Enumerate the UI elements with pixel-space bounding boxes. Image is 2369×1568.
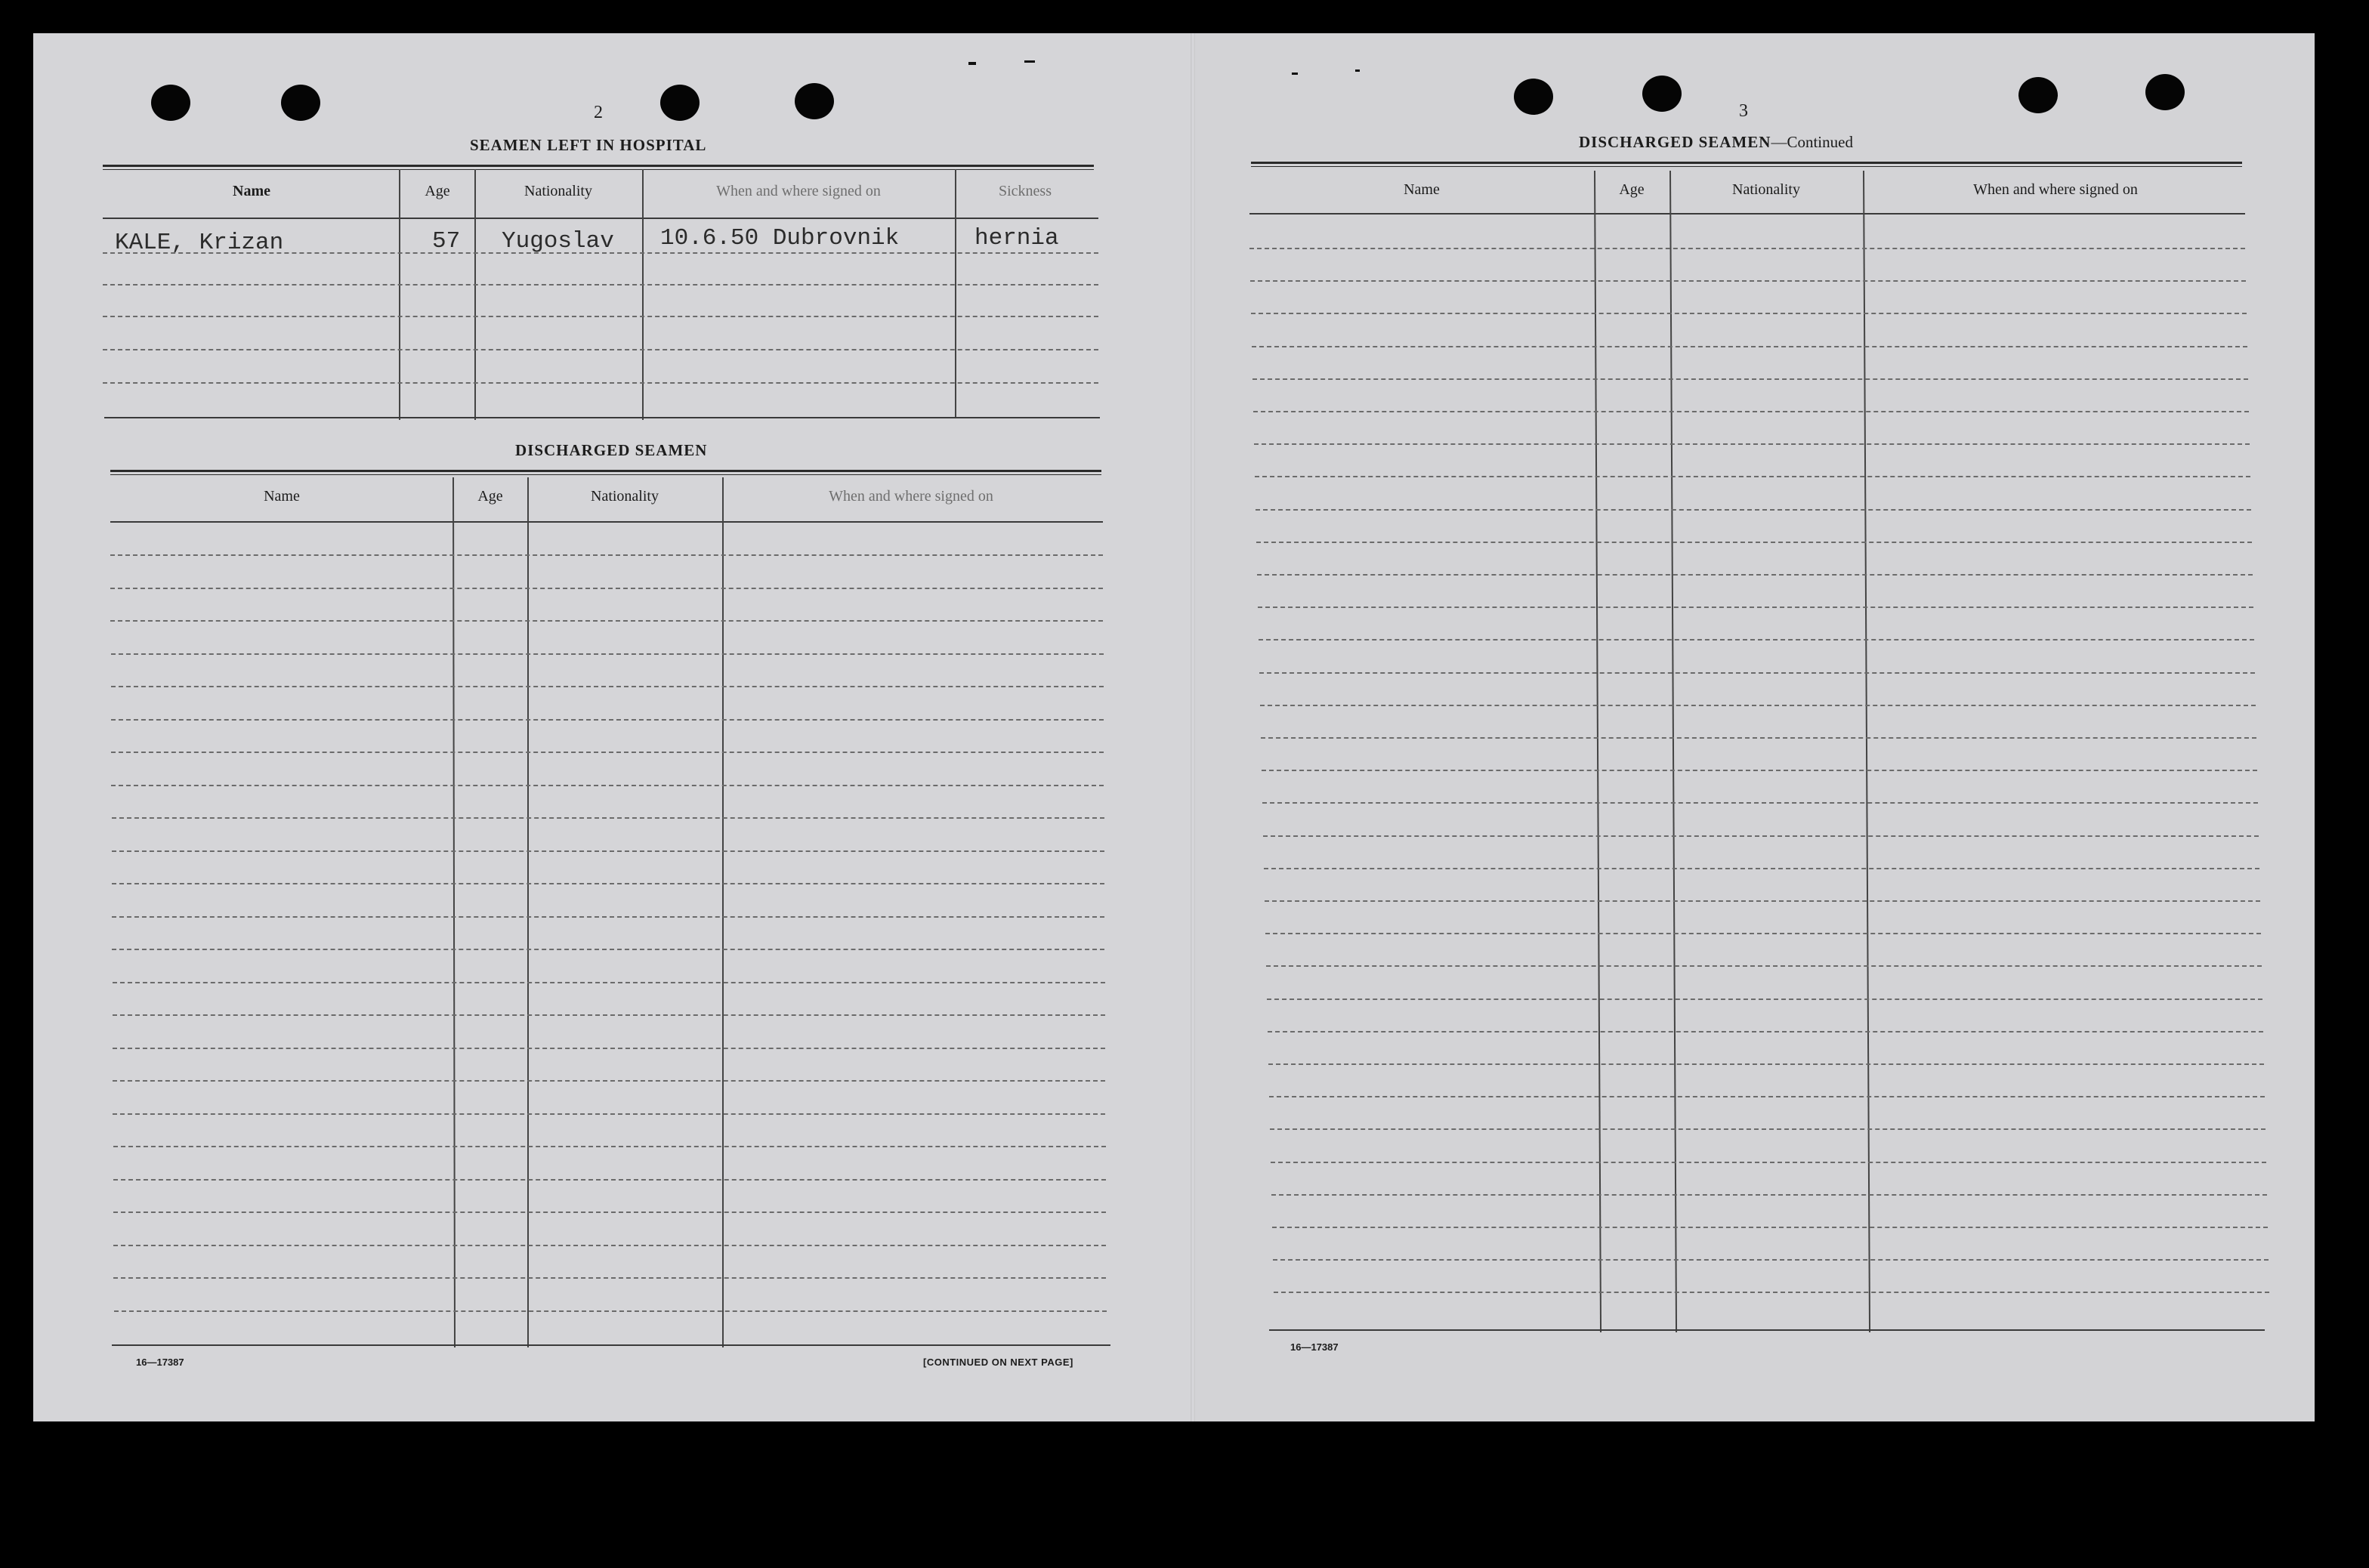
entry-line bbox=[113, 1179, 1106, 1181]
form-number: 16—17387 bbox=[136, 1357, 184, 1368]
entry-line bbox=[111, 653, 1104, 655]
column-header-nationality: Nationality bbox=[524, 183, 592, 199]
entry-line bbox=[113, 1211, 1106, 1213]
entry-line bbox=[1270, 1128, 2266, 1130]
double-rule bbox=[103, 165, 1094, 170]
table-bottom-rule bbox=[1269, 1329, 2265, 1331]
binder-hole bbox=[1642, 76, 1682, 112]
entry-line bbox=[1264, 868, 2259, 869]
double-rule bbox=[1251, 162, 2242, 167]
entry-line bbox=[1265, 900, 2260, 902]
column-header-age: Age bbox=[477, 488, 503, 505]
entry-line bbox=[1263, 835, 2259, 837]
table-bottom-rule bbox=[104, 417, 1100, 418]
column-header-name: Name bbox=[233, 183, 270, 199]
section-title-continued: —Continued bbox=[1771, 133, 1853, 151]
entry-line bbox=[1272, 1227, 2268, 1228]
entry-line bbox=[103, 382, 1098, 384]
entry-line bbox=[110, 588, 1103, 589]
header-rule bbox=[1249, 213, 2245, 215]
binder-hole bbox=[281, 85, 320, 121]
entry-line bbox=[113, 1048, 1105, 1049]
entry-line bbox=[1255, 476, 2250, 477]
column-header-signed-on: When and where signed on bbox=[1973, 181, 2138, 198]
speck bbox=[1024, 60, 1035, 63]
entry-line bbox=[1254, 443, 2250, 445]
entry-line bbox=[112, 850, 1104, 852]
section-title: SEAMEN LEFT IN HOSPITAL bbox=[470, 136, 707, 154]
entry-line bbox=[111, 686, 1104, 687]
entry-line bbox=[103, 252, 1098, 254]
entry-line bbox=[111, 785, 1104, 786]
entry-line bbox=[1268, 1031, 2263, 1032]
entry-line bbox=[113, 982, 1105, 983]
entry-line bbox=[1268, 1063, 2264, 1065]
right-page bbox=[1194, 33, 2315, 1421]
entry-line bbox=[1253, 411, 2249, 412]
binder-hole bbox=[795, 83, 834, 119]
entry-line bbox=[112, 817, 1104, 819]
column-divider bbox=[722, 477, 724, 1347]
entry-line bbox=[114, 1310, 1107, 1312]
column-header-sickness: Sickness bbox=[999, 183, 1052, 199]
column-header-name: Name bbox=[264, 488, 300, 505]
entry-line bbox=[1271, 1162, 2266, 1163]
speck bbox=[968, 62, 976, 65]
entry-line bbox=[1259, 639, 2254, 640]
entry-line bbox=[112, 883, 1104, 884]
entry-line bbox=[1260, 705, 2256, 706]
entry-line bbox=[1265, 933, 2261, 934]
entry-line bbox=[113, 1277, 1106, 1279]
entry-line bbox=[111, 752, 1104, 753]
speck bbox=[1292, 73, 1298, 75]
entry-line bbox=[1262, 770, 2257, 771]
entry-line bbox=[1252, 378, 2248, 380]
entry-line bbox=[113, 1245, 1106, 1246]
entry-line bbox=[1271, 1194, 2267, 1196]
entry-line bbox=[111, 719, 1104, 721]
header-rule bbox=[103, 218, 1098, 219]
page-fold bbox=[1191, 33, 1195, 1421]
column-header-signed-on: When and where signed on bbox=[829, 488, 993, 505]
entry-line bbox=[1274, 1292, 2269, 1293]
column-header-nationality: Nationality bbox=[591, 488, 659, 505]
entry-line bbox=[1249, 248, 2245, 249]
seaman-nationality: Yugoslav bbox=[502, 228, 614, 255]
page-number: 2 bbox=[594, 103, 603, 122]
seaman-sickness: hernia bbox=[974, 225, 1059, 252]
section-title bbox=[1579, 133, 1853, 152]
column-divider bbox=[527, 477, 529, 1347]
entry-line bbox=[103, 349, 1098, 350]
entry-line bbox=[1262, 802, 2258, 804]
entry-line bbox=[1266, 965, 2262, 967]
entry-line bbox=[113, 1113, 1105, 1115]
seaman-signed-on: 10.6.50 Dubrovnik bbox=[660, 225, 900, 252]
continued-note: [CONTINUED ON NEXT PAGE] bbox=[923, 1357, 1073, 1368]
section-title: DISCHARGED SEAMEN bbox=[515, 441, 708, 459]
entry-line bbox=[113, 1014, 1105, 1016]
entry-line bbox=[110, 620, 1103, 622]
entry-line bbox=[113, 1080, 1105, 1082]
entry-line bbox=[1256, 542, 2252, 543]
binder-hole bbox=[2145, 74, 2185, 110]
binder-hole bbox=[2018, 77, 2058, 113]
column-divider bbox=[955, 169, 956, 418]
column-header-age: Age bbox=[425, 183, 450, 199]
entry-line bbox=[103, 316, 1098, 317]
column-header-name: Name bbox=[1404, 181, 1440, 198]
entry-line bbox=[1267, 999, 2262, 1000]
speck bbox=[1355, 69, 1360, 72]
form-number: 16—17387 bbox=[1290, 1341, 1339, 1353]
entry-line bbox=[1269, 1096, 2265, 1097]
entry-line bbox=[112, 916, 1104, 918]
entry-line bbox=[1258, 607, 2253, 608]
section-title-main: DISCHARGED SEAMEN bbox=[1579, 133, 1771, 151]
column-header-age: Age bbox=[1619, 181, 1645, 198]
double-rule bbox=[110, 470, 1101, 475]
page-number: 3 bbox=[1739, 101, 1748, 121]
binder-hole bbox=[1514, 79, 1553, 115]
entry-line bbox=[1250, 280, 2246, 282]
seaman-age: 57 bbox=[432, 228, 461, 255]
entry-line bbox=[1273, 1259, 2269, 1261]
column-header-signed-on: When and where signed on bbox=[716, 183, 881, 199]
entry-line bbox=[1251, 313, 2247, 314]
entry-line bbox=[1261, 737, 2256, 739]
entry-line bbox=[112, 949, 1104, 950]
binder-hole bbox=[151, 85, 190, 121]
column-header-nationality: Nationality bbox=[1732, 181, 1800, 198]
entry-line bbox=[1259, 672, 2255, 674]
table-bottom-rule bbox=[112, 1344, 1110, 1346]
entry-line bbox=[1256, 509, 2251, 511]
entry-line bbox=[113, 1146, 1106, 1147]
entry-line bbox=[103, 284, 1098, 286]
entry-line bbox=[110, 554, 1103, 556]
entry-line bbox=[1252, 346, 2247, 347]
seaman-name: KALE, Krizan bbox=[115, 230, 284, 256]
binder-hole bbox=[660, 85, 700, 121]
entry-line bbox=[1257, 574, 2253, 576]
header-rule bbox=[110, 521, 1103, 523]
